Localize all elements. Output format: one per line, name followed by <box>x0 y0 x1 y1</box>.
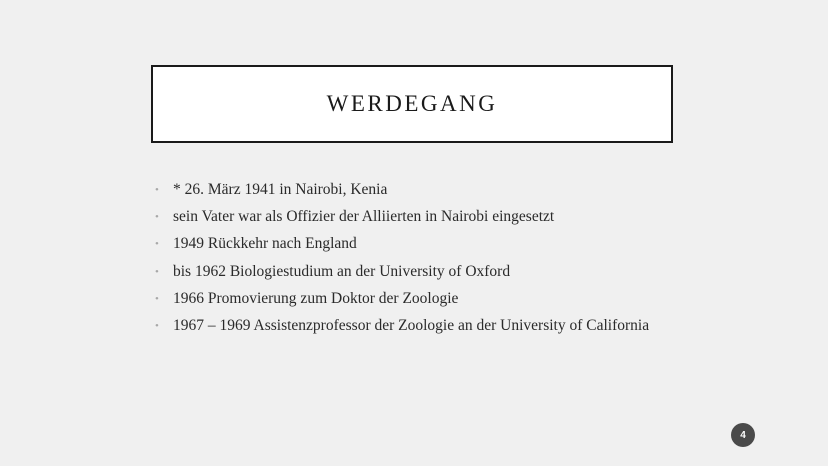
title-box <box>151 65 673 143</box>
bullet-icon: • <box>155 265 159 278</box>
bullet-text: 1966 Promovierung zum Doktor der Zoologie <box>173 289 459 307</box>
bullet-text: 1967 – 1969 Assistenzprofessor der Zoologie an der University of California <box>173 316 650 334</box>
bullet-text: 1949 Rückkehr nach England <box>173 235 357 253</box>
bullet-item <box>155 317 649 344</box>
bullet-text: sein Vater war als Offizier der Alliierten in Nairobi eingesetzt <box>173 208 555 226</box>
bullet-text: * 26. März 1941 in Nairobi, Kenia <box>173 181 388 198</box>
slide-title: WERDEGANG <box>326 91 498 116</box>
bullet-icon: • <box>155 292 159 305</box>
bullet-item <box>155 290 649 317</box>
page-number-badge: 4 <box>731 423 755 447</box>
bullet-icon: • <box>155 238 159 251</box>
bullet-icon: • <box>155 184 159 196</box>
bullet-list <box>155 181 649 344</box>
bullet-text: bis 1962 Biologiestudium an der University of Oxford <box>173 262 511 280</box>
bullet-icon: • <box>155 319 159 332</box>
bullet-item <box>155 263 649 290</box>
bullet-icon: • <box>155 211 159 224</box>
bullet-item <box>155 181 649 208</box>
bullet-item <box>155 208 649 235</box>
bullet-item <box>155 235 649 262</box>
